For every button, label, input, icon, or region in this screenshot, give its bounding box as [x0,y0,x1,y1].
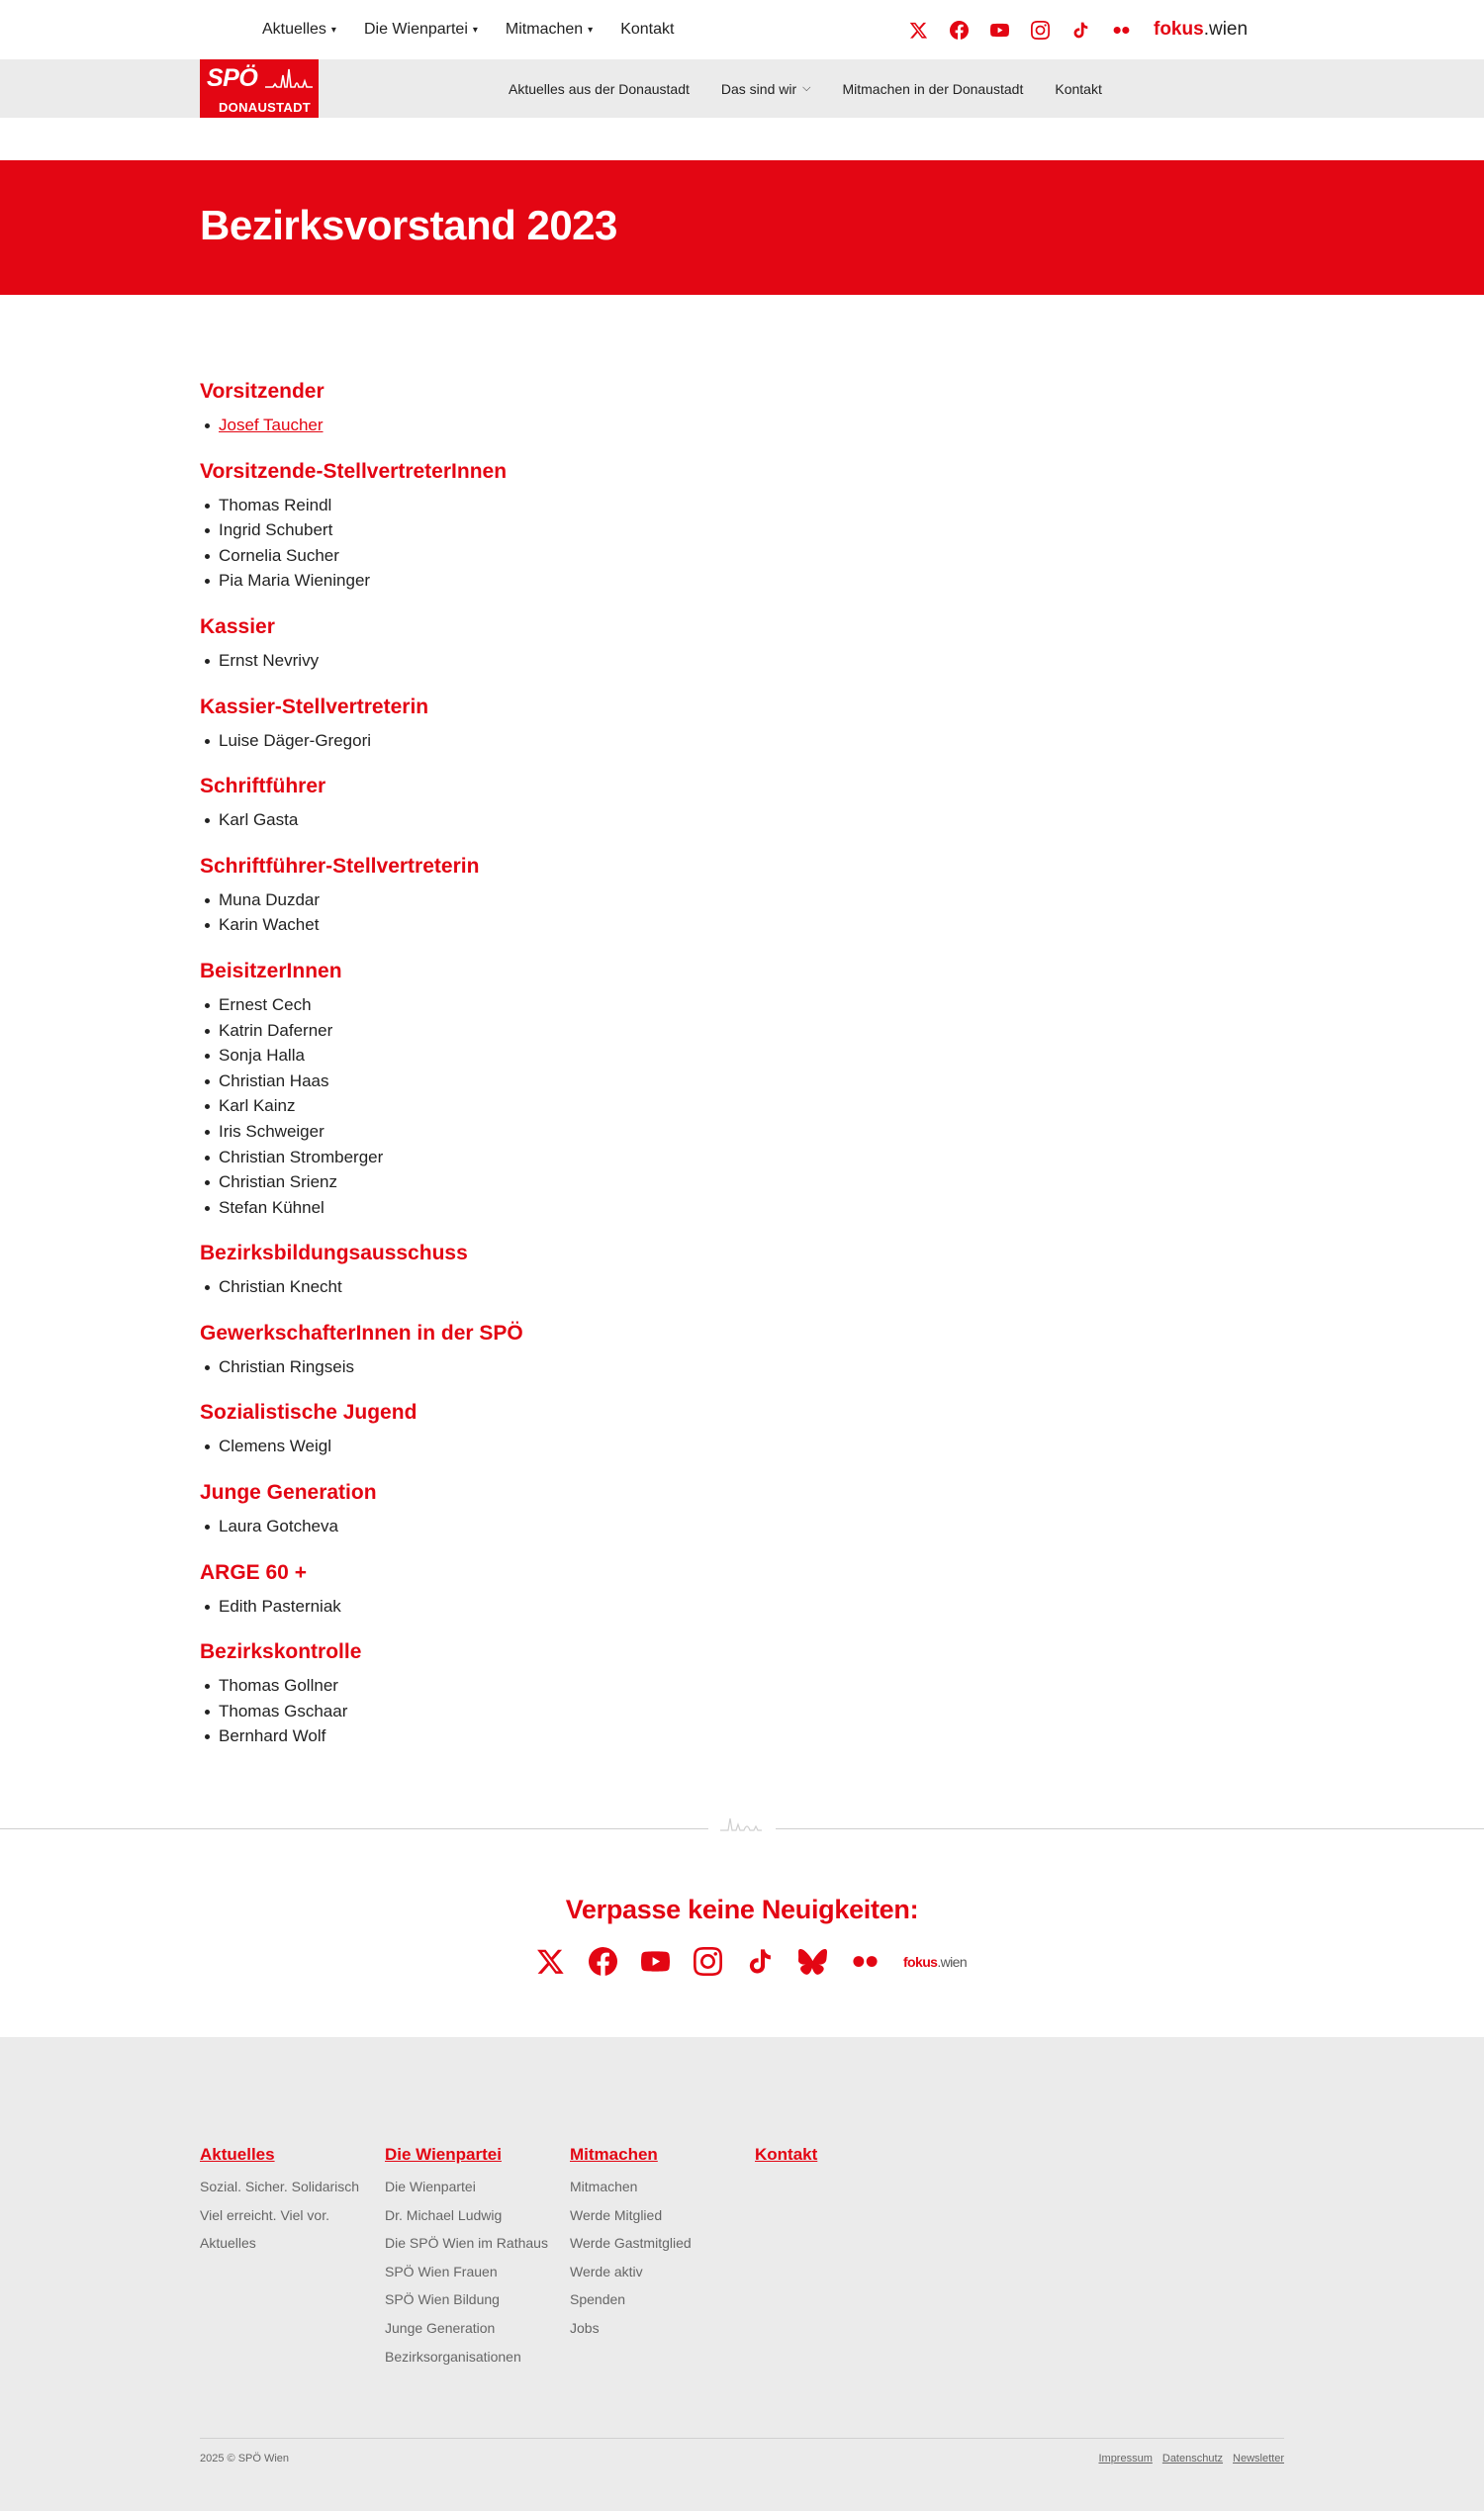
tiktok-icon[interactable] [1070,20,1091,41]
member-item [200,1195,991,1221]
nav-item-kontakt[interactable]: Kontakt [620,21,675,38]
facebook-icon[interactable] [949,20,970,41]
facebook-icon[interactable] [589,1947,617,1976]
section-heading: Schriftführer-Stellvertreterin [200,854,480,878]
footer-bottom [200,2438,1284,2464]
legal-links [1098,2453,1284,2464]
member-list [200,1354,991,1380]
member-item [200,1093,991,1119]
section-heading: Kassier-Stellvertreterin [200,695,429,718]
section-divider [0,1828,1484,1830]
footer-link[interactable]: Viel erreicht. Viel vor. [200,2206,329,2223]
tiktok-icon[interactable] [746,1947,775,1976]
member-list [200,992,991,1220]
board-section [200,1636,991,1749]
member-name: Christian Srienz [219,1172,337,1192]
footer-column-aktuelles [200,2145,359,2258]
member-item [200,1354,991,1380]
footer-link[interactable]: SPÖ Wien Bildung [385,2291,500,2308]
instagram-icon[interactable] [1030,20,1051,41]
member-name: Cornelia Sucher [219,545,339,565]
member-list [200,728,991,754]
member-name: Ernst Nevrivy [219,650,320,670]
member-name: Christian Knecht [219,1277,342,1297]
footer-link[interactable]: Jobs [570,2319,600,2336]
member-name: Clemens Weigl [219,1437,332,1456]
district-nav [509,59,1102,118]
subnav-item-aktuelles[interactable]: Aktuelles aus der Donaustadt [509,80,690,97]
section-heading: Sozialistische Jugend [200,1401,417,1425]
copyright: 2025 © SPÖ Wien [200,2453,290,2464]
member-name: Christian Stromberger [219,1147,384,1166]
footer-link[interactable]: Junge Generation [385,2319,496,2336]
nav-item-aktuelles[interactable]: Aktuelles ▾ [262,21,336,38]
caret-down-icon: ▾ [588,24,594,36]
board-section [200,956,991,1220]
section-heading: ARGE 60 + [200,1560,307,1584]
board-section [200,1397,991,1459]
member-name: Thomas Reindl [219,495,332,514]
member-item [200,887,991,913]
member-item [200,648,991,674]
member-name: Sonja Halla [219,1046,305,1066]
youtube-icon[interactable] [989,20,1010,41]
footer-links [385,2173,548,2371]
footer-column-kontakt [755,2145,817,2173]
nav-item-wienpartei[interactable]: Die Wienpartei ▾ [363,21,478,38]
spo-donaustadt-logo[interactable] [200,59,319,118]
member-name: Bernhard Wolf [219,1726,326,1746]
nav-item-mitmachen[interactable]: Mitmachen ▾ [505,21,594,38]
member-name: Karin Wachet [219,915,320,935]
hero-banner [0,160,1484,295]
footer-link[interactable]: Sozial. Sicher. Solidarisch [200,2179,360,2194]
footer-link[interactable]: Dr. Michael Ludwig [385,2206,503,2223]
section-heading: Bezirkskontrolle [200,1640,362,1664]
fokus-wien-link[interactable]: fokus.wien [903,1953,968,1970]
member-item [200,1673,991,1699]
top-bar [0,0,1484,59]
member-name: Laura Gotcheva [219,1517,338,1536]
subnav-item-mitmachen[interactable]: Mitmachen in der Donaustadt [842,80,1024,97]
footer-link[interactable]: Werde Gastmitglied [570,2235,692,2252]
board-list [200,376,991,1767]
member-name: Muna Duzdar [219,889,321,909]
x-icon[interactable] [536,1947,565,1976]
footer-link[interactable]: Werde Mitglied [570,2206,663,2223]
member-list [200,807,991,833]
board-section [200,611,991,674]
footer-column-mitmachen [570,2145,692,2343]
member-name: Stefan Kühnel [219,1197,325,1217]
section-heading: GewerkschafterInnen in der SPÖ [200,1321,523,1345]
bluesky-icon[interactable] [798,1947,827,1976]
footer-heading-mitmachen[interactable]: Mitmachen [570,2145,658,2164]
member-item [200,1594,991,1620]
member-name: Christian Ringseis [219,1356,354,1376]
section-heading: Schriftführer [200,775,326,798]
flickr-icon[interactable] [851,1947,880,1976]
footer-heading-aktuelles[interactable]: Aktuelles [200,2145,275,2164]
member-name: Thomas Gschaar [219,1701,348,1720]
x-icon[interactable] [908,20,929,41]
footer-heading-wienpartei[interactable]: Die Wienpartei [385,2145,502,2164]
skyline-icon [265,67,313,97]
section-heading: Vorsitzender [200,380,325,403]
member-item [200,1514,991,1539]
member-list [200,648,991,674]
member-link[interactable]: Josef Taucher [219,416,324,434]
member-item [200,493,991,518]
section-heading: BeisitzerInnen [200,959,342,982]
datenschutz-link[interactable]: Datenschutz [1161,2453,1224,2464]
member-name: Karl Kainz [219,1096,296,1116]
footer-link[interactable]: Bezirksorganisationen [385,2348,521,2365]
footer-heading-kontakt[interactable]: Kontakt [755,2145,818,2164]
newsletter-title: Verpasse keine Neuigkeiten: [565,1895,919,1924]
member-name: Iris Schweiger [219,1121,325,1141]
member-item [200,568,991,594]
skyline-icon [720,1814,762,1838]
footer-links [570,2173,692,2343]
member-name: Pia Maria Wieninger [219,571,371,591]
board-section [200,1318,991,1380]
logo-brand: SPÖ [207,64,258,92]
board-section [200,771,991,833]
youtube-icon[interactable] [641,1947,670,1976]
footer-link[interactable]: Die Wienpartei [385,2179,476,2194]
member-name: Karl Gasta [219,810,299,830]
subnav-item-das-sind-wir[interactable]: Das sind wir ⌵ [720,80,811,97]
main-nav [262,0,674,59]
board-section [200,851,991,938]
member-list [200,1274,991,1300]
board-section [200,456,991,594]
caret-down-icon: ▾ [472,24,478,36]
member-item [200,1723,991,1749]
member-name: Thomas Gollner [219,1676,338,1696]
member-item [200,912,991,938]
newsletter-section [0,1895,1484,1970]
fokus-wien-link[interactable]: fokus.wien [1154,19,1249,40]
social-links-top [908,0,1248,59]
impressum-link[interactable]: Impressum [1098,2453,1153,2464]
member-list [200,887,991,938]
section-heading: Bezirksbildungsausschuss [200,1242,468,1265]
section-heading: Kassier [200,614,275,638]
member-list [200,493,991,594]
footer-link[interactable]: Mitmachen [570,2179,638,2194]
subnav-item-kontakt[interactable]: Kontakt [1055,80,1102,97]
footer-link[interactable]: SPÖ Wien Frauen [385,2263,498,2279]
member-item [200,1119,991,1145]
board-section [200,692,991,754]
footer-link[interactable]: Spenden [570,2291,626,2308]
member-name: Ernest Cech [219,994,312,1014]
caret-down-icon: ▾ [330,24,336,36]
board-section [200,1477,991,1539]
board-section [200,1238,991,1300]
member-item [200,1699,991,1724]
footer-link[interactable]: Werde aktiv [570,2263,643,2279]
member-item [200,1169,991,1195]
member-item [200,543,991,569]
site-footer [0,2037,1484,2511]
footer-link[interactable]: Aktuelles [200,2235,256,2252]
member-name: Ingrid Schubert [219,520,333,540]
member-item [200,807,991,833]
member-list [200,1434,991,1459]
member-item [200,1018,991,1044]
member-item [200,1274,991,1300]
member-item [200,992,991,1018]
member-list [200,1673,991,1749]
newsletter-link[interactable]: Newsletter [1233,2453,1284,2464]
member-name: Luise Däger-Gregori [219,730,372,750]
member-list [200,413,991,438]
flickr-icon[interactable] [1111,20,1132,41]
member-name: Edith Pasterniak [219,1596,341,1616]
board-section [200,1557,991,1620]
member-item [200,1434,991,1459]
member-item [200,728,991,754]
member-item[interactable] [200,413,991,438]
footer-links [200,2173,359,2258]
section-heading: Vorsitzende-StellvertreterInnen [200,459,508,483]
member-item [200,1145,991,1170]
district-bar [0,59,1484,118]
footer-link[interactable]: Die SPÖ Wien im Rathaus [385,2235,548,2252]
member-name: Katrin Daferner [219,1020,333,1040]
member-name: Christian Haas [219,1070,329,1090]
member-list [200,1594,991,1620]
page-title: Bezirksvorstand 2023 [200,202,617,248]
board-section [200,376,991,438]
member-item [200,517,991,543]
member-item [200,1069,991,1094]
section-heading: Junge Generation [200,1481,377,1505]
footer-column-wienpartei [385,2145,548,2371]
chevron-down-icon: ⌵ [802,82,811,94]
instagram-icon[interactable] [694,1947,722,1976]
social-links-newsletter [536,1947,967,1976]
member-list [200,1514,991,1539]
member-item [200,1043,991,1069]
logo-district: DONAUSTADT [218,100,311,115]
